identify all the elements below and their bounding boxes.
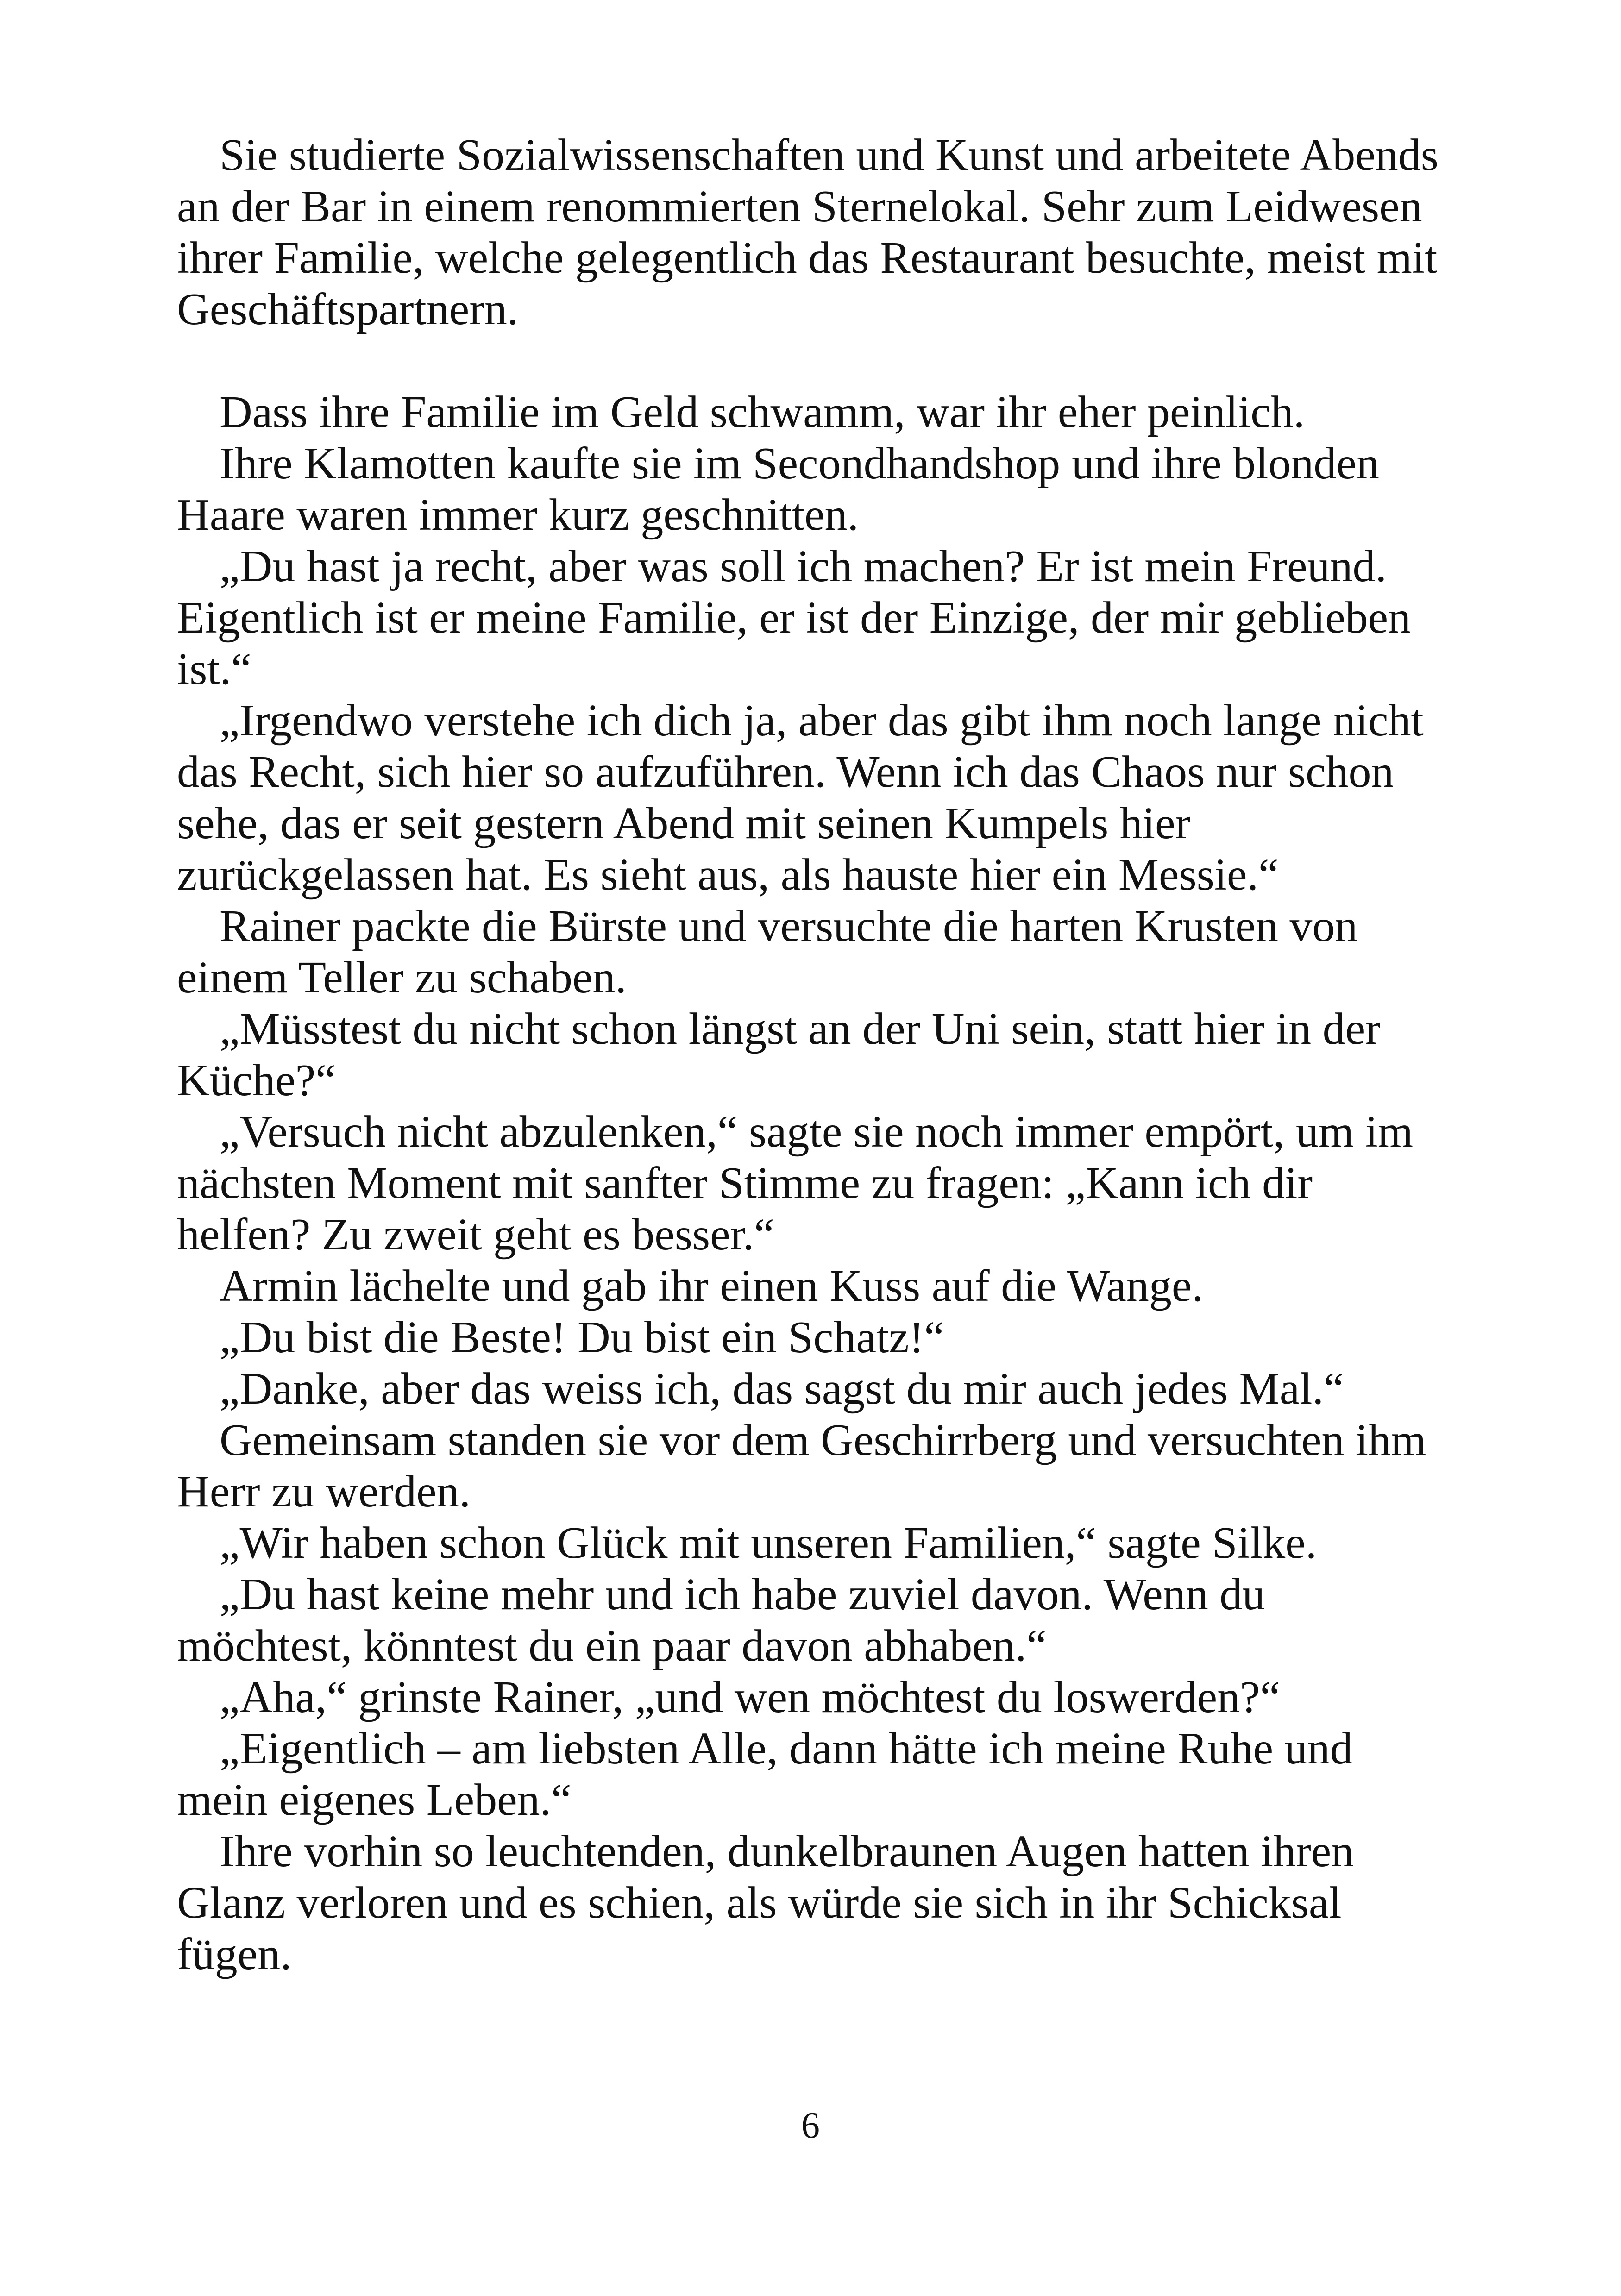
paragraph: Ihre vorhin so leuchtenden, dunkelbraunen Augen hatten ihren Glanz verloren und es schien, als würde sie sich in ihr Schicksal fügen.: [177, 1826, 1354, 1979]
paragraph: „Müsstest du nicht schon längst an der Uni sein, statt hier in der Küche?“: [177, 1004, 1381, 1105]
paragraph: „Aha,“ grinste Rainer, „und wen möchtest du loswerden?“: [220, 1672, 1281, 1722]
paragraph: „Du hast keine mehr und ich habe zuviel davon. Wenn du möchtest, könntest du ein paar davon abhaben.“: [177, 1569, 1265, 1671]
page-number: 6: [801, 2105, 820, 2146]
paragraph: Sie studierte Sozialwissenschaften und Kunst und arbeitete Abends an der Bar in einem renommierten Sternelokal. Sehr zum Leidwesen ihrer Familie, welche gelegentlich das Restaurant besuchte, meist mit Geschäftspartnern.: [177, 130, 1439, 334]
paragraph: „Versuch nicht abzulenken,“ sagte sie noch immer empört, um im nächsten Moment mit sanfter Stimme zu fragen: „Kann ich dir helfen? Zu zweit geht es besser.“: [177, 1107, 1414, 1260]
paragraph: „Eigentlich – am liebsten Alle, dann hätte ich meine Ruhe und mein eigenes Leben.“: [177, 1724, 1353, 1825]
paragraph: Armin lächelte und gab ihr einen Kuss auf die Wange.: [220, 1261, 1203, 1311]
paragraph: Dass ihre Familie im Geld schwamm, war ihr eher peinlich.: [220, 387, 1305, 437]
paragraph: Rainer packte die Bürste und versuchte die harten Krusten von einem Teller zu schaben.: [177, 901, 1358, 1003]
paragraph: „Wir haben schon Glück mit unseren Familien,“ sagte Silke.: [220, 1518, 1317, 1568]
body-text: [177, 130, 1446, 1980]
paragraph: „Irgendwo verstehe ich dich ja, aber das gibt ihm noch lange nicht das Recht, sich hier so aufzuführen. Wenn ich das Chaos nur schon sehe, das er seit gestern Abend mit seinen Kumpels hier zurückgelassen hat. Es sieht aus, als hauste hier ein Messie.“: [177, 696, 1424, 900]
paragraph: „Du bist die Beste! Du bist ein Schatz!“: [220, 1312, 944, 1362]
paragraph: Ihre Klamotten kaufte sie im Secondhandshop und ihre blonden Haare waren immer kurz geschnitten.: [177, 439, 1379, 540]
paragraph: Gemeinsam standen sie vor dem Geschirrberg und versuchten ihm Herr zu werden.: [177, 1415, 1426, 1517]
paragraph: „Du hast ja recht, aber was soll ich machen? Er ist mein Freund. Eigentlich ist er meine Familie, er ist der Einzige, der mir geblieben ist.“: [177, 541, 1411, 694]
paragraph: „Danke, aber das weiss ich, das sagst du mir auch jedes Mal.“: [220, 1364, 1344, 1414]
